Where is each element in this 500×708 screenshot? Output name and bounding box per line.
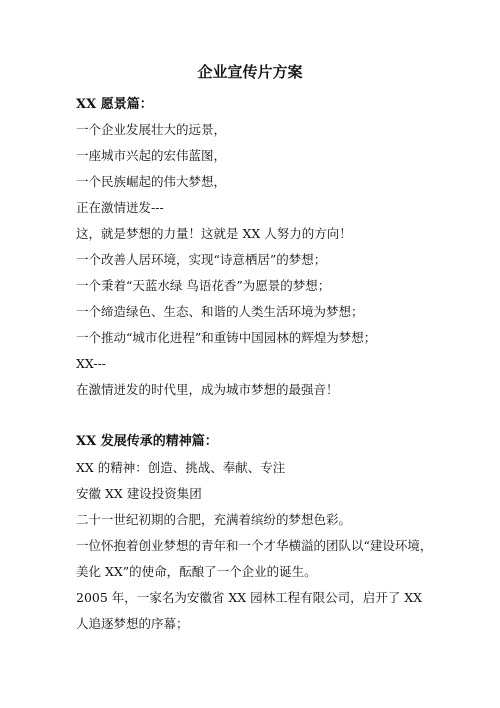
paragraph-line: 二十一世纪初期的合肥，充满着缤纷的梦想色彩。 (76, 512, 352, 527)
paragraph-line: XX 的精神：创造、挑战、奉献、专注 (76, 460, 286, 475)
paragraph-line: 在激情迸发的时代里，成为城市梦想的最强音！ (76, 382, 339, 397)
paragraph-line: 美化 XX”的使命，酝酿了一个企业的诞生。 (76, 564, 317, 579)
paragraph-line: 一个秉着“天蓝水绿 鸟语花香”为愿景的梦想； (76, 278, 331, 293)
paragraph-line: 2005 年，一家名为安徽省 XX 园林工程有限公司，启开了 XX (76, 590, 422, 605)
section-heading-vision: XX 愿景篇： (76, 97, 153, 112)
paragraph-line: 人追逐梦想的序幕； (76, 616, 189, 631)
section-heading-spirit: XX 发展传承的精神篇： (76, 434, 218, 449)
paragraph-line: XX--- (76, 356, 107, 371)
paragraph-line: 这，就是梦想的力量！这就是 XX 人努力的方向！ (76, 226, 352, 241)
paragraph-line: 一座城市兴起的宏伟蓝图， (76, 148, 227, 163)
paragraph-line: 一位怀抱着创业梦想的青年和一个才华横溢的团队以“建设环境， (76, 538, 433, 553)
paragraph-line: 一个推动“城市化进程”和重铸中国园林的辉煌为梦想； (76, 330, 377, 345)
paragraph-line: 一个民族崛起的伟大梦想， (76, 174, 227, 189)
paragraph-line: 一个改善人居环境，实现“诗意栖居”的梦想； (76, 252, 327, 267)
paragraph-line: 一个缔造绿色、生态、和谐的人类生活环境为梦想； (76, 304, 364, 319)
document-title: 企业宣传片方案 (197, 63, 303, 81)
paragraph-line: 正在激情迸发--- (76, 200, 164, 215)
paragraph-line: 安徽 XX 建设投资集团 (76, 486, 202, 501)
paragraph-line: 一个企业发展壮大的远景， (76, 122, 227, 137)
